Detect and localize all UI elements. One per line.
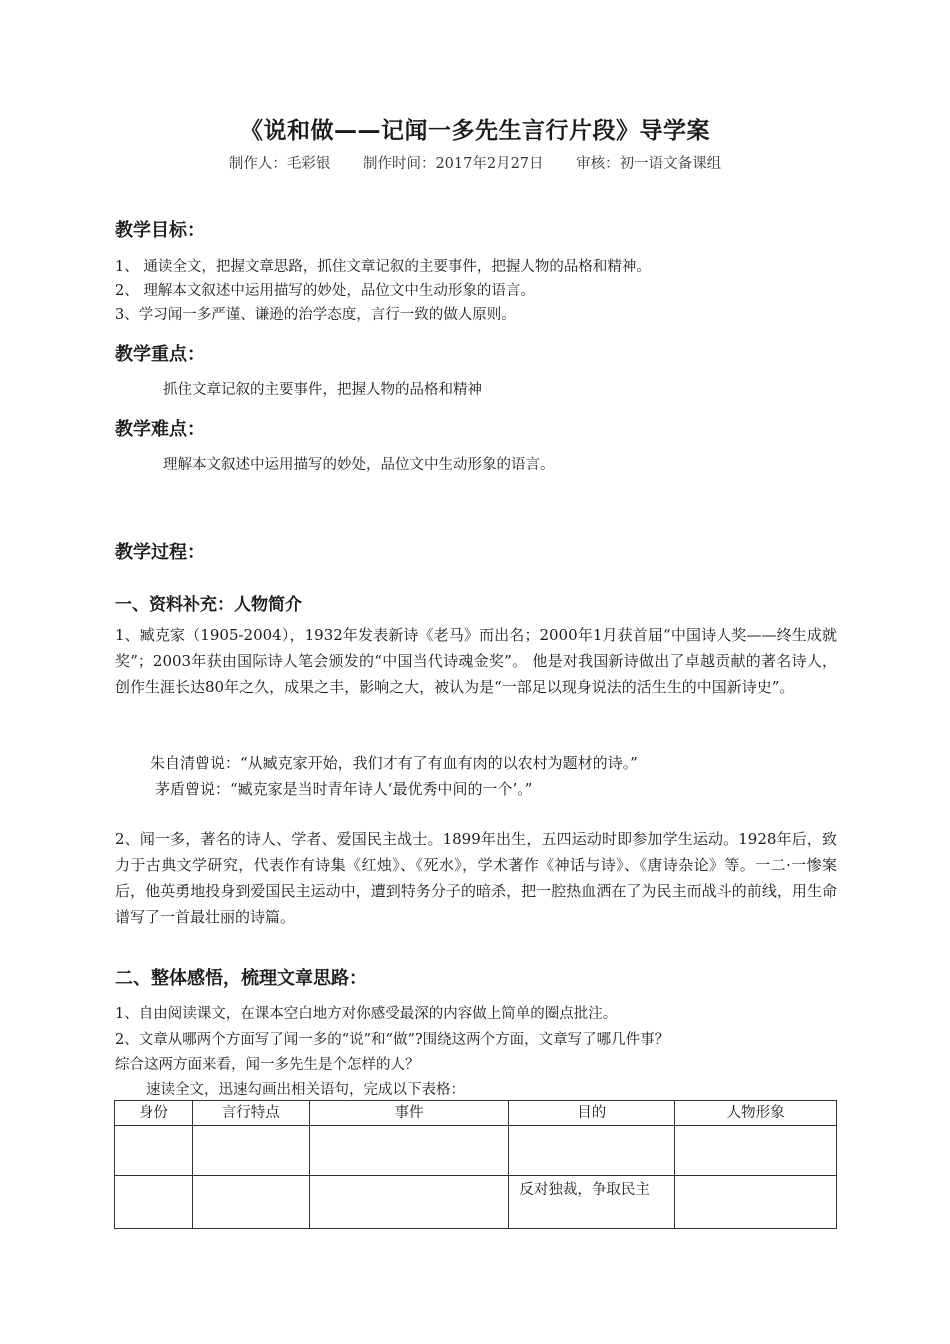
table-row [115, 1176, 837, 1229]
column-header: 身份 [115, 1101, 193, 1126]
task-line: 综合这两方面来看，闻一多先生是个怎样的人？ [115, 1057, 420, 1073]
section2-heading: 二、整体感悟，梳理文章思路： [115, 968, 367, 989]
column-header: 人物形象 [675, 1101, 837, 1126]
objective-item: 3、学习闻一多严谨、谦逊的治学态度，言行一致的做人原则。 [115, 307, 516, 323]
task-line: 速读全文，迅速勾画出相关语句，完成以下表格： [146, 1082, 465, 1098]
task-line: 1、自由阅读课文，在课本空白地方对你感受最深的内容做上简单的圈点批注。 [115, 1006, 618, 1022]
table-cell[interactable] [115, 1176, 193, 1229]
page-title: 《说和做——记闻一多先生言行片段》导学案 [240, 118, 710, 144]
column-header: 目的 [509, 1101, 675, 1126]
process-heading: 教学过程： [115, 542, 205, 563]
table-header-row [115, 1101, 837, 1126]
table-cell[interactable] [192, 1126, 309, 1176]
objectives-heading: 教学目标： [115, 220, 205, 241]
date-label: 制作时间：2017年2月27日 [362, 156, 544, 172]
bio-zang-kejia: 1、臧克家（1905-2004），1932年发表新诗《老马》而出名；2000年1月获首届“中国诗人奖——终生成就奖”；2003年获由国际诗人笔会颁发的“中国当代诗魂金奖”。 他是对我国新诗做出了卓越贡献的著名诗人，创作生涯长达80年之久，成果之丰，影响之大，被认为是“一部足以现身说法的活生生的中国新诗史”。 [115, 626, 837, 696]
author-label: 制作人：毛彩银 [228, 156, 331, 172]
bio-wen-yiduo: 2、闻一多，著名的诗人、学者、爱国民主战士。1899年出生，五四运动时即参加学生运动。1928年后，致力于古典文学研究，代表作有诗集《红烛》、《死水》，学术著作《神话与诗》、《唐诗杂论》等。一二·一惨案后，他英勇地投身到爱国民主运动中，遭到特务分子的暗杀，把一腔热血洒在了为民主而战斗的前线，用生命谱写了一首最壮丽的诗篇。 [115, 830, 837, 926]
difficulty-heading: 教学难点： [115, 419, 205, 440]
document-meta [0, 152, 950, 173]
focus-heading: 教学重点： [115, 344, 205, 365]
table-cell[interactable]: 反对独裁，争取民主 [509, 1176, 675, 1229]
objective-item: 2、 理解本文叙述中运用描写的妙处，品位文中生动形象的语言。 [115, 283, 535, 299]
quote-zhu-ziqing: 朱自清曾说：“从臧克家开始，我们才有了有血有肉的以农村为题材的诗。” [150, 754, 638, 772]
table-cell[interactable] [309, 1176, 509, 1229]
column-header: 言行特点 [192, 1101, 309, 1126]
quote-mao-dun: 茅盾曾说：“臧克家是当时青年诗人‘最优秀中间的一个’。” [155, 780, 533, 798]
review-label: 审核：初一语文备课组 [576, 156, 722, 172]
table-cell[interactable] [509, 1126, 675, 1176]
table-row [115, 1126, 837, 1176]
objective-item: 1、 通读全文，把握文章思路，抓住文章记叙的主要事件，把握人物的品格和精神。 [115, 259, 651, 275]
focus-text: 抓住文章记叙的主要事件，把握人物的品格和精神 [163, 382, 482, 398]
table-cell[interactable] [115, 1126, 193, 1176]
section1-heading: 一、资料补充：人物简介 [115, 595, 302, 615]
table-cell[interactable] [192, 1176, 309, 1229]
column-header: 事件 [309, 1101, 509, 1126]
table-cell[interactable] [309, 1126, 509, 1176]
task-line: 2、文章从哪两个方面写了闻一多的“说”和“做”?围绕这两个方面，文章写了哪几件事？ [115, 1032, 670, 1048]
table-cell[interactable] [675, 1176, 837, 1229]
difficulty-text: 理解本文叙述中运用描写的妙处，品位文中生动形象的语言。 [163, 457, 555, 473]
analysis-table [114, 1100, 837, 1229]
table-cell[interactable] [675, 1126, 837, 1176]
